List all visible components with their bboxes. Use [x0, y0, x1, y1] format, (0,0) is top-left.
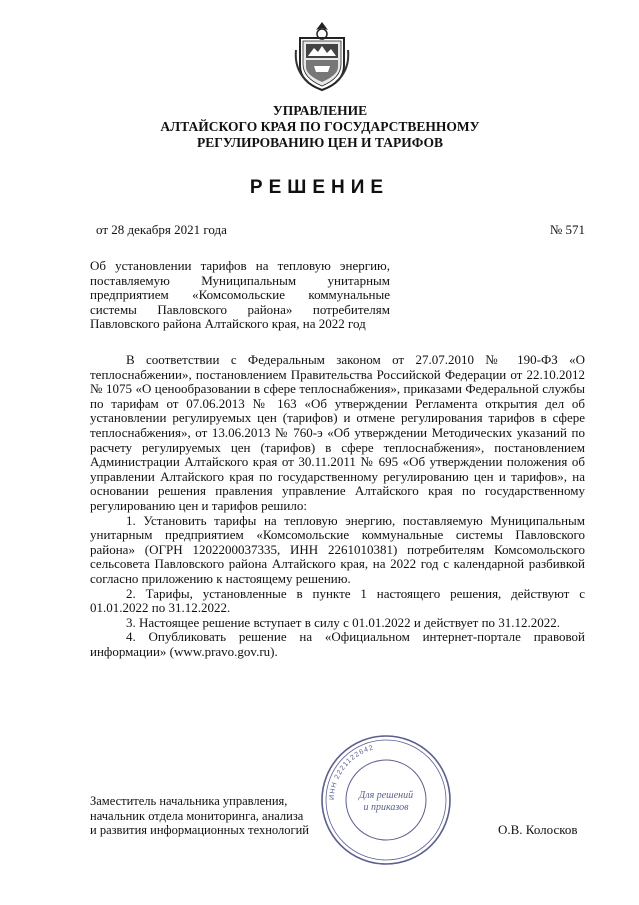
clause-3: 3. Настоящее решение вступает в силу с 01.01.2022 и действует по 31.12.2022.: [126, 614, 561, 630]
preamble-paragraph: В соответствии с Федеральным законом от 27.07.2010 № 190-ФЗ «О теплоснабжении», постановлением Правительства Российской Федерации от 22.10.2012 № 1075 «О ценообразовании в сфере теплоснабжения», приказами Федеральной службы по тарифам от 07.06.2013 № 163 «Об утверждении Регламента открытия дел об установлении регулируемых цен (тарифов) и отмене регулирования тарифов в сфере теплоснабжения», от 13.06.2013 № 760-э «Об утверждении Методических указаний по расчету регулируемых цен (тарифов) в сфере теплоснабжения», постановлением Администрации Алтайского края от 30.11.2011 № 695 «Об утверждении положения об управлении Алтайского края по государственному регулированию цен и тарифов», на основании решения правления управление Алтайского края по государственному регулированию цен и тарифов решило:: [90, 352, 585, 513]
document-body: [90, 353, 585, 659]
official-stamp: [316, 730, 456, 870]
document-subject: [90, 259, 390, 332]
stamp-center-line-2: и приказов: [363, 802, 409, 813]
agency-line-3: РЕГУЛИРОВАНИЮ ЦЕН И ТАРИФОВ: [196, 135, 444, 150]
agency-line-2: АЛТАЙСКОГО КРАЯ ПО ГОСУДАРСТВЕННОМУ: [160, 119, 480, 134]
document-type-title: РЕШЕНИЕ: [249, 177, 390, 198]
clause-1: 1. Установить тарифы на тепловую энергию, поставляемую Муниципальным унитарным предприятием «Комсомольские коммунальные системы Павловского района» (ОГРН 1202200037335, ИНН 2261010381) потребителям Комсомольского сельсовета Павловского района Алтайского края, на 2022 год с календарной разбивкой согласно приложению к настоящему решению.: [90, 512, 585, 586]
signer-line-3: и развития информационных технологий: [90, 823, 309, 837]
subject-line: Об установлении тарифов на тепловую энергию,: [90, 258, 390, 273]
document-number: № 571: [549, 222, 585, 237]
subject-line: системы Павловского района» потребителям: [90, 301, 390, 317]
subject-line: поставляемую Муниципальным унитарным: [90, 272, 390, 288]
signer-line-1: Заместитель начальника управления,: [90, 794, 288, 808]
signer-line-2: начальник отдела мониторинга, анализа: [90, 808, 304, 823]
document-date: от 28 декабря 2021 года: [96, 222, 227, 237]
subject-line: Павловского района Алтайского края, на 2022 год: [90, 316, 366, 331]
agency-line-1: УПРАВЛЕНИЕ: [272, 103, 368, 118]
clause-4: 4. Опубликовать решение на «Официальном интернет-портале правовой информации» (www.pravo.gov.ru).: [90, 629, 585, 659]
agency-name: [90, 103, 550, 151]
altai-coat-of-arms-icon: [294, 20, 350, 92]
signer-position: [90, 794, 309, 838]
signer-name: О.В. Колосков: [498, 822, 578, 837]
stamp-center-line-1: Для решений: [358, 790, 414, 801]
stamp-ring-text: ИНН 2221122642: [328, 744, 375, 801]
subject-line: предприятием «Комсомольские коммунальные: [90, 287, 390, 302]
clause-2: 2. Тарифы, установленные в пункте 1 настоящего решения, действуют с 01.01.2022 по 31.12.2022.: [90, 585, 585, 616]
